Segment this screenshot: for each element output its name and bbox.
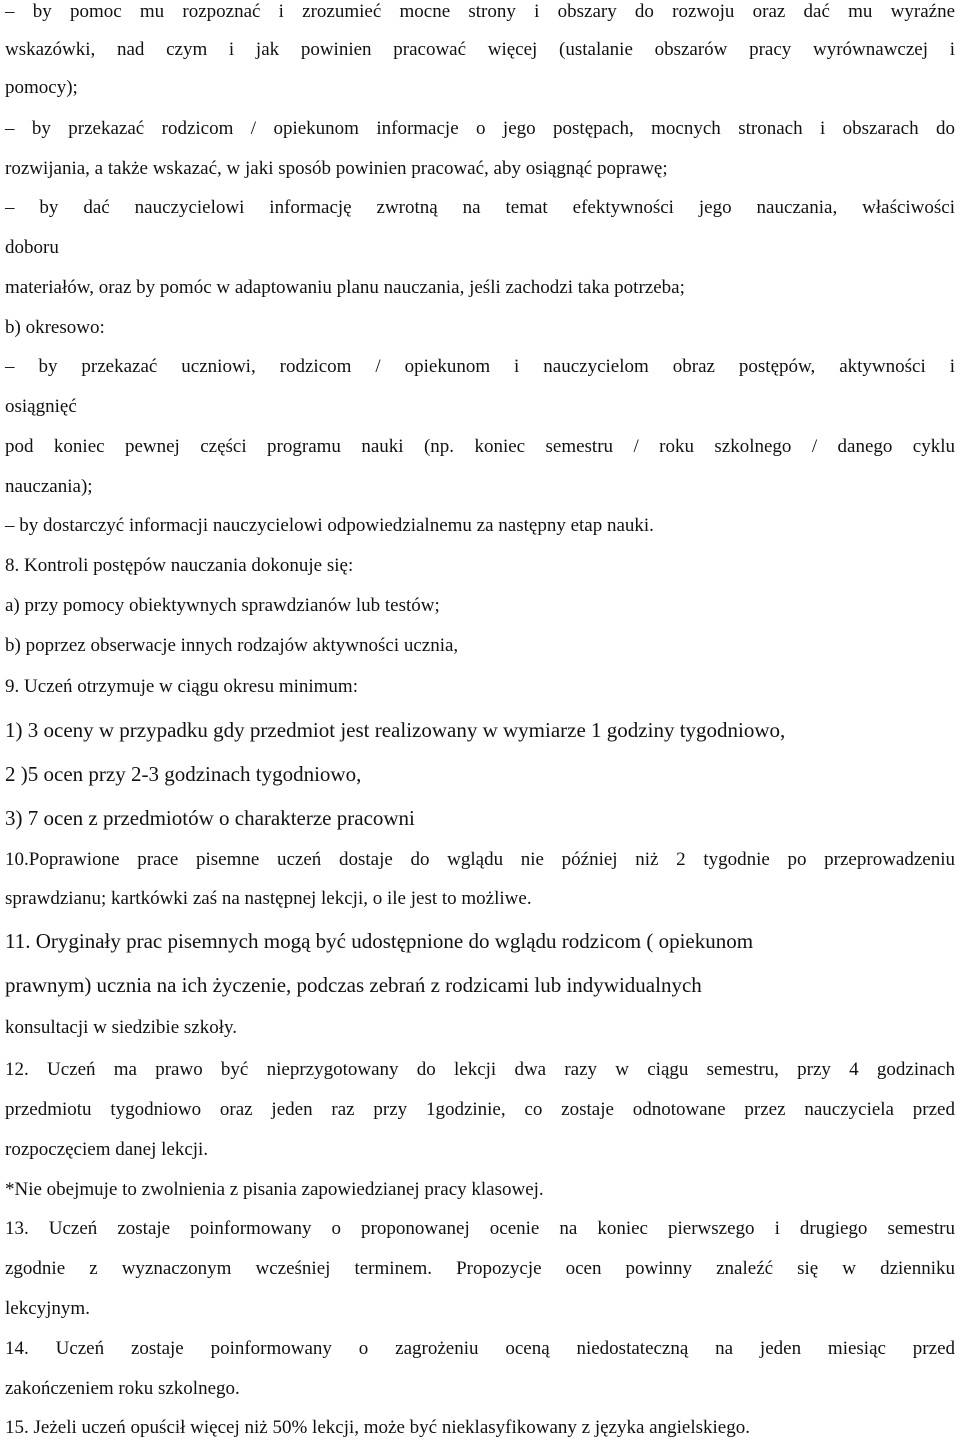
text-line: *Nie obejmuje to zwolnienia z pisania zapowiedzianej pracy klasowej. [5,1179,544,1200]
text-line: – by pomoc mu rozpoznać i zrozumieć mocne strony i obszary do rozwoju oraz dać mu wyraźne [5,1,955,22]
text-line: 15. Jeżeli uczeń opuścił więcej niż 50% lekcji, może być nieklasyfikowany z języka angielskiego. [5,1417,750,1438]
text-line: 9. Uczeń otrzymuje w ciągu okresu minimum: [5,676,358,697]
text-line: lekcyjnym. [5,1298,90,1319]
text-line: 2 )5 ocen przy 2-3 godzinach tygodniowo, [5,762,362,786]
text-line: 11. Oryginały prac pisemnych mogą być udostępnione do wglądu rodzicom ( opiekunom [5,929,754,953]
text-line: prawnym) ucznia na ich życzenie, podczas zebrań z rodzicami lub indywidualnych [5,973,702,997]
text-line: 8. Kontroli postępów nauczania dokonuje się: [5,555,354,576]
text-line: pomocy); [5,77,78,98]
text-line: b) okresowo: [5,317,105,338]
text-line: wskazówki, nad czym i jak powinien pracować więcej (ustalanie obszarów pracy wyrównawczej i [5,39,955,60]
text-line: rozpoczęciem danej lekcji. [5,1139,209,1160]
text-line: nauczania); [5,476,93,497]
text-line: – by dostarczyć informacji nauczycielowi odpowiedzialnemu za następny etap nauki. [5,515,654,536]
text-line: – by przekazać uczniowi, rodzicom / opiekunom i nauczycielom obraz postępów, aktywności i [5,356,955,377]
text-line: a) przy pomocy obiektywnych sprawdzianów lub testów; [5,595,440,616]
text-line: pod koniec pewnej części programu nauki (np. koniec semestru / roku szkolnego / danego cyklu [5,436,955,457]
text-line: – by dać nauczycielowi informację zwrotną na temat efektywności jego nauczania, właściwości [5,197,955,218]
text-line: – by przekazać rodzicom / opiekunom informacje o jego postępach, mocnych stronach i obszarach do [5,118,955,139]
text-line: zakończeniem roku szkolnego. [5,1378,240,1399]
text-line: sprawdzianu; kartkówki zaś na następnej lekcji, o ile jest to możliwe. [5,888,532,909]
text-line: osiągnięć [5,396,77,417]
text-line: 3) 7 ocen z przedmiotów o charakterze pracowni [5,806,415,830]
text-line: zgodnie z wyznaczonym wcześniej terminem. Propozycje ocen powinny znaleźć się w dzienniku [5,1258,955,1279]
text-line: 14. Uczeń zostaje poinformowany o zagrożeniu oceną niedostateczną na jeden miesiąc przed [5,1338,955,1359]
text-line: przedmiotu tygodniowo oraz jeden raz przy 1godzinie, co zostaje odnotowane przez nauczyciela przed [5,1099,955,1120]
text-line: 13. Uczeń zostaje poinformowany o proponowanej ocenie na koniec pierwszego i drugiego semestru [5,1218,955,1239]
text-line: b) poprzez obserwacje innych rodzajów aktywności ucznia, [5,635,459,656]
text-line: 1) 3 oceny w przypadku gdy przedmiot jest realizowany w wymiarze 1 godziny tygodniowo, [5,718,786,742]
text-line: rozwijania, a także wskazać, w jaki sposób powinien pracować, aby osiągnąć poprawę; [5,158,668,179]
text-line: konsultacji w siedzibie szkoły. [5,1017,237,1038]
text-line: doboru [5,237,59,258]
text-line: 12. Uczeń ma prawo być nieprzygotowany do lekcji dwa razy w ciągu semestru, przy 4 godzinach [5,1059,955,1080]
text-line: 10.Poprawione prace pisemne uczeń dostaje do wglądu nie później niż 2 tygodnie po przeprowadzeniu [5,849,955,870]
text-line: materiałów, oraz by pomóc w adaptowaniu planu nauczania, jeśli zachodzi taka potrzeba; [5,277,685,298]
